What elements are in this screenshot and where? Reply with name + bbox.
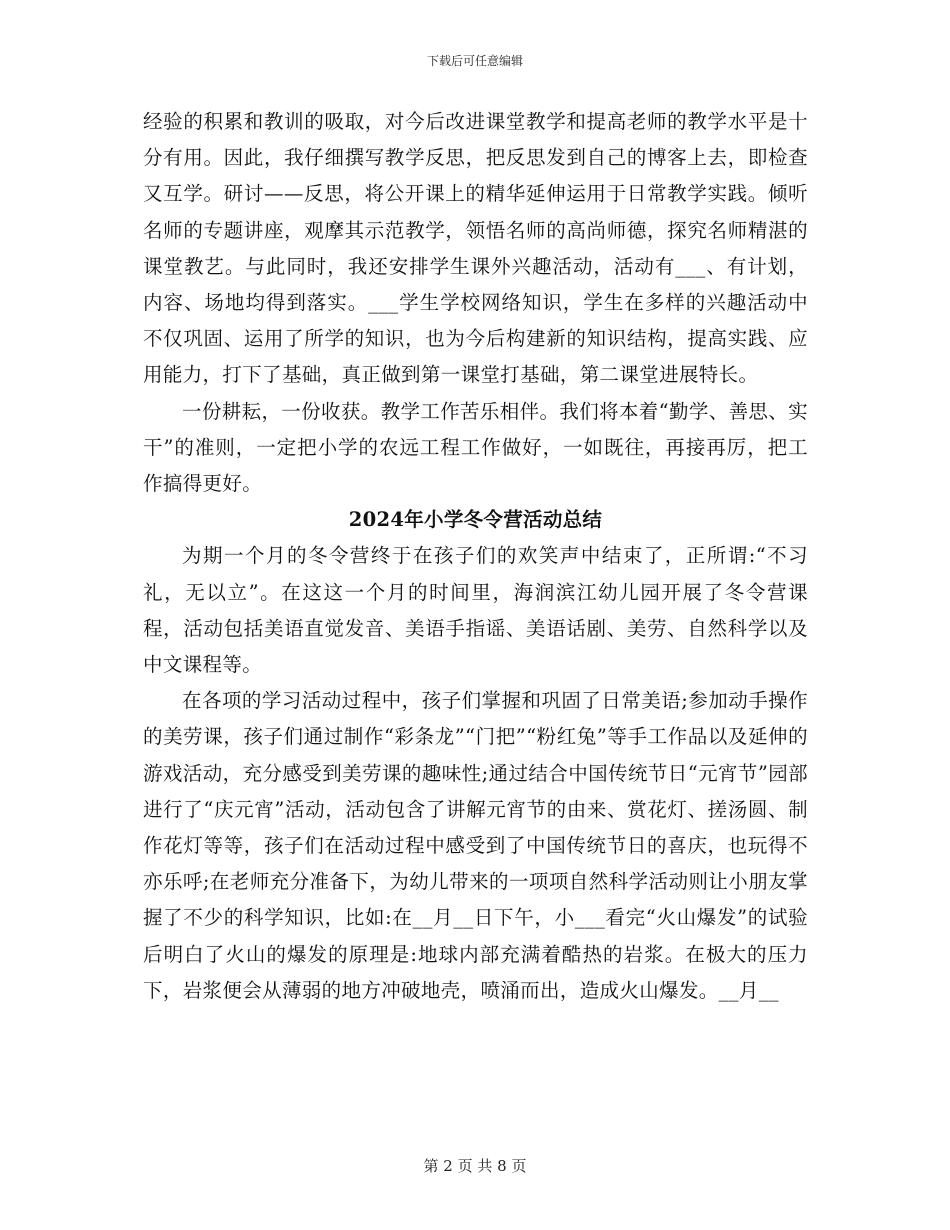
page-number-footer: 第 2 页 共 8 页 [423, 1157, 527, 1175]
document-body [143, 104, 808, 1009]
paragraph-teaching-reflection: 经验的积累和教训的吸取，对今后改进课堂教学和提高老师的教学水平是十分有用。因此，我仔细撰写教学反思，把反思发到自己的博客上去，即检查又互学。研讨——反思，将公开课上的精华延伸运用于日常教学实践。倾听名师的专题讲座，观摩其示范教学，领悟名师的高尚师德，探究名师精湛的课堂教艺。与此同时，我还安排学生课外兴趣活动，活动有___、有计划，内容、场地均得到落实。___学生学校网络知识，学生在多样的兴趣活动中不仅巩固、运用了所学的知识，也为今后构建新的知识结构，提高实践、应用能力，打下了基础，真正做到第一课堂打基础，第二课堂进展特长。 [143, 110, 808, 387]
page-header: 下载后可任意编辑 [426, 54, 523, 68]
paragraph-conclusion: 一份耕耘，一份收获。教学工作苦乐相伴。我们将本着“勤学、善思、实干”的准则，一定把小学的农远工程工作做好，一如既往，再接再厉，把工作搞得更好。 [143, 399, 808, 496]
paragraph-camp-activities: 在各项的学习活动过程中，孩子们掌握和巩固了日常美语;参加动手操作的美劳课，孩子们通过制作“彩条龙”“门把”“粉红兔”等手工作品以及延伸的游戏活动，充分感受到美劳课的趣味性;通过结合中国传统节日“元宵节”园部进行了“庆元宵”活动，活动包含了讲解元宵节的由来、赏花灯、搓汤圆、制作花灯等等，孩子们在活动过程中感受到了中国传统节日的喜庆，也玩得不亦乐呼;在老师充分准备下，为幼儿带来的一项项自然科学活动则让小朋友掌握了不少的科学知识，比如:在__月__日下午，小___看完“火山爆发”的试验后明白了火山的爆发的原理是:地球内部充满着酷热的岩浆。在极大的压力下，岩浆便会从薄弱的地方冲破地壳，喷涌而出，造成火山爆发。__月__ [143, 689, 808, 1002]
paragraph-camp-intro: 为期一个月的冬令营终于在孩子们的欢笑声中结束了，正所谓:“不习礼，无以立”。在这这一个月的时间里，海润滨江幼儿园开展了冬令营课程，活动包括美语直觉发音、美语手指谣、美语话剧、美劳、自然科学以及中文课程等。 [143, 544, 808, 677]
section-title: 2024年小学冬令营活动总结 [348, 508, 603, 532]
